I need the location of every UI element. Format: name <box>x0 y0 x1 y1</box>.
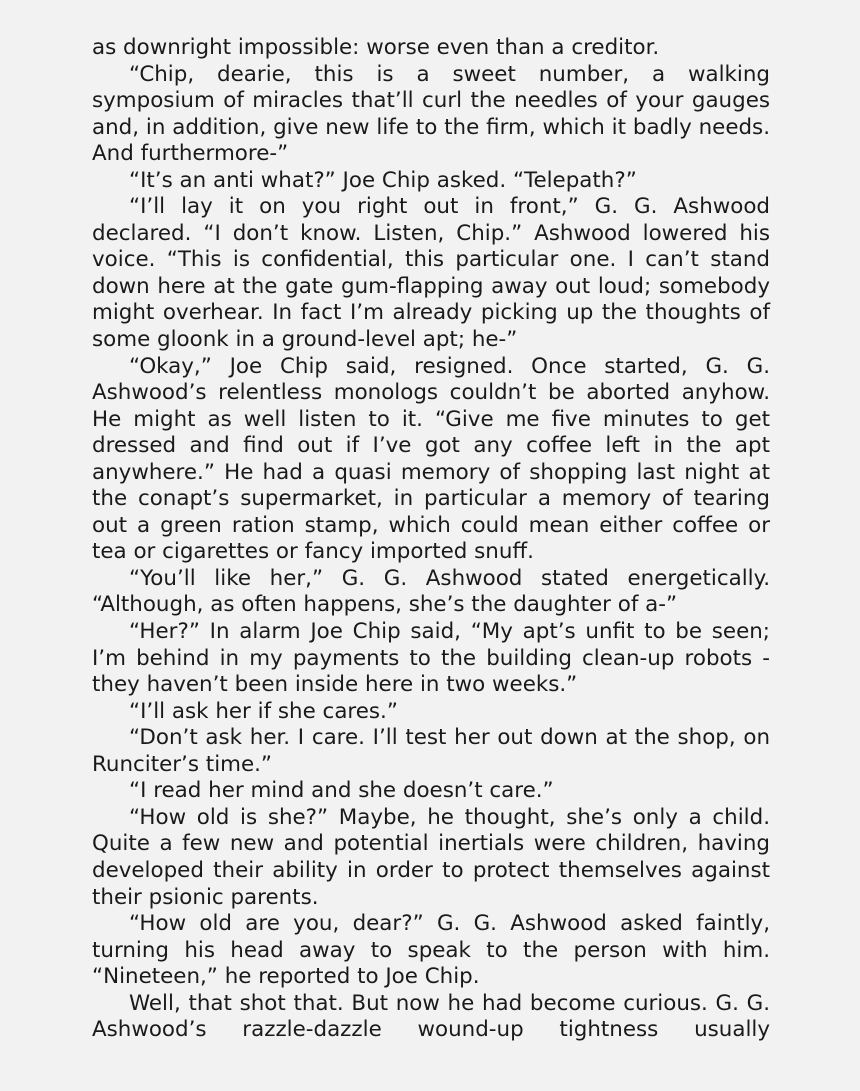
paragraph-1: as downright impossible: worse even than a creditor. <box>92 35 660 60</box>
paragraph-4: “I’ll lay it on you right out in front,” G. G. Ashwood declared. “I don’t know. Listen, Chip.” Ashwood lowered his voice. “This is confidential, this particular one. I can’t stand down here at the gate gum-flapping away out loud; somebody might overhear. In fact I’m already picking up the thoughts of some gloonk in a ground-level apt; he-” <box>92 194 770 353</box>
paragraph-7: “Her?” In alarm Joe Chip said, “My apt’s unfit to be seen; I’m behind in my payments to the building clean-up robots - they haven’t been inside here in two weeks.” <box>92 619 770 698</box>
paragraph-6: “You’ll like her,” G. G. Ashwood stated energetically. “Although, as often happens, she’s the daughter of a-” <box>92 565 770 618</box>
paragraph-2: “Chip, dearie, this is a sweet number, a walking symposium of miracles that’ll curl the needles of your gauges and, in addition, give new life to the firm, which it badly needs. And furthermore-” <box>92 61 770 167</box>
paragraph-12: “How old are you, dear?” G. G. Ashwood asked faintly, turning his head away to speak to the person with him. “Nineteen,” he reported to Joe Chip. <box>92 911 770 990</box>
paragraph-9: “Don’t ask her. I care. I’ll test her out down at the shop, on Runciter’s time.” <box>92 725 770 777</box>
paragraph-8: “I’ll ask her if she cares.” <box>129 698 398 724</box>
paragraph-10: “I read her mind and she doesn’t care.” <box>129 778 554 804</box>
paragraph-11: “How old is she?” Maybe, he thought, she’s only a child. Quite a few new and potential inertials were children, having developed their ability in order to protect themselves against their psionic parents. <box>92 804 770 910</box>
paragraph-13: Well, that shot that. But now he had become curious. G. G. Ashwood’s razzle-dazzle wound-up tightness usually <box>92 990 770 1043</box>
book-page-text <box>92 35 770 1044</box>
paragraph-3: “It’s an anti what?” Joe Chip asked. “Telepath?” <box>129 167 637 193</box>
paragraph-5: “Okay,” Joe Chip said, resigned. Once started, G. G. Ashwood’s relentless monologs couldn’t be aborted anyhow. He might as well listen to it. “Give me five minutes to get dressed and find out if I’ve got any coffee left in the apt anywhere.” He had a quasi memory of shopping last night at the conapt’s supermarket, in particular a memory of tearing out a green ration stamp, which could mean either coffee or tea or cigarettes or fancy imported snuff. <box>92 353 770 565</box>
